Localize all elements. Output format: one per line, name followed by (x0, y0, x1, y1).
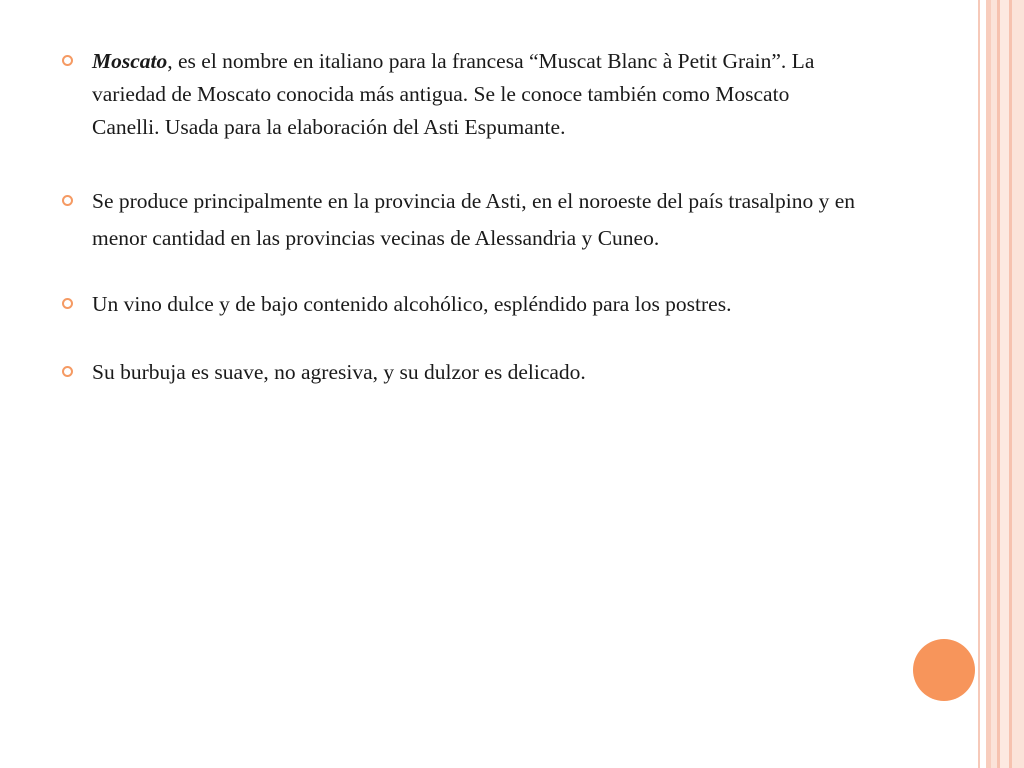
bullet-circle-icon (62, 366, 73, 377)
bullet-circle-icon (62, 195, 73, 206)
bullet-item-moscato (62, 45, 862, 144)
bullet-item-bubbles (62, 356, 862, 389)
decorative-circle (913, 639, 975, 701)
decorative-stripe (1012, 0, 1024, 768)
decorative-stripe (978, 0, 980, 768)
bullet-text: Un vino dulce y de bajo contenido alcohólico, espléndido para los postres. (92, 292, 732, 316)
bullet-item-production (62, 185, 862, 255)
bullet-circle-icon (62, 298, 73, 309)
bullet-emphasis: Moscato (92, 49, 168, 73)
bullet-text: Se produce principalmente en la provincia de Asti, en el noroeste del país trasalpino y en menor cantidad en las provincias vecinas de Alessandria y (92, 189, 856, 250)
bullet-text: Su burbuja es suave, no agresiva, y su dulzor es delicado. (92, 360, 586, 384)
bullet-text: , es el nombre en italiano para la francesa “Muscat Blanc à Petit Grain”. La variedad de Moscato conocida más antigua. Se le conoce también como Moscato Canelli. Usada para la elaboración del Asti Espumante. (92, 49, 815, 139)
decorative-stripe (1000, 0, 1009, 768)
bullet-circle-icon (62, 55, 73, 66)
bullet-list (62, 45, 862, 389)
bullet-item-sweet-wine (62, 288, 862, 321)
bullet-text-tail: Cuneo. (597, 226, 660, 250)
